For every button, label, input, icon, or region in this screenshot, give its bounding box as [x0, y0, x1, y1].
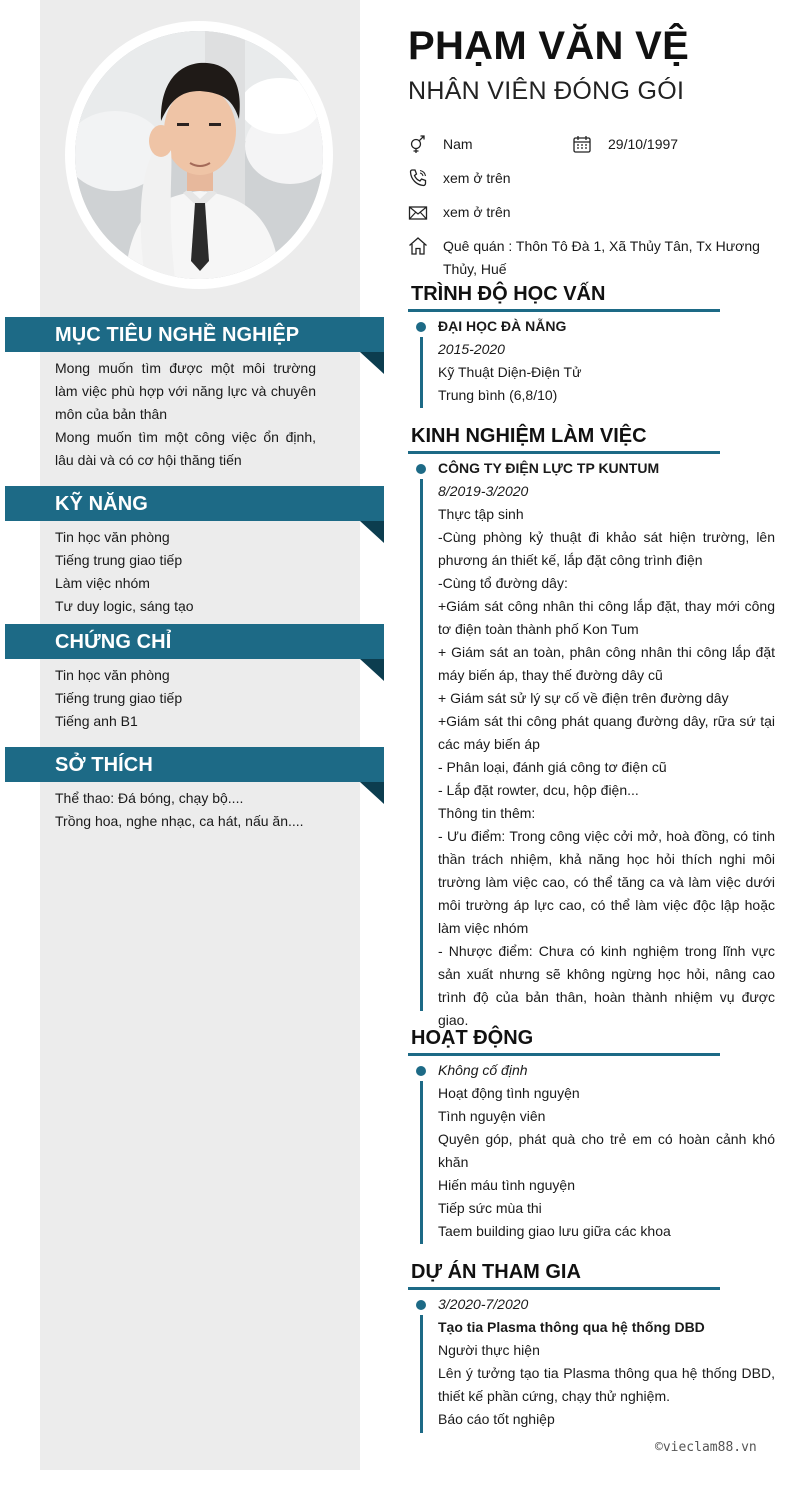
birthday-value: 29/10/1997 — [608, 136, 679, 152]
activities-period: Không cố định — [438, 1062, 528, 1078]
phone-icon — [408, 168, 428, 188]
experience-detail: -Cùng phòng kỷ thuật đi khảo sát hiện trường, lên phương án thiết kế, lắp đặt công trình điện — [438, 529, 775, 568]
avatar-photo — [75, 31, 323, 279]
activities-rule — [408, 1053, 720, 1056]
education-period: 2015-2020 — [438, 341, 505, 357]
activity-item: Tiếp sức mùa thi — [438, 1200, 542, 1216]
skill-item: Tư duy logic, sáng tạo — [55, 598, 194, 614]
education-grade: Trung bình (6,8/10) — [438, 387, 558, 403]
site-credit: ©vieclam88.vn — [655, 1440, 757, 1455]
calendar-icon — [572, 134, 592, 154]
gender-icon — [408, 134, 428, 154]
candidate-position: NHÂN VIÊN ĐÓNG GÓI — [408, 77, 685, 105]
experience-detail: Thông tin thêm: — [438, 805, 536, 821]
skills-heading: KỸ NĂNG — [5, 486, 384, 521]
experience-company: CÔNG TY ĐIỆN LỰC TP KUNTUM — [438, 460, 660, 476]
hobbies-heading-fold — [360, 782, 384, 804]
activity-item: Hiến máu tình nguyện — [438, 1177, 575, 1193]
home-icon — [408, 236, 428, 256]
certificate-item: Tin học văn phòng — [55, 667, 170, 683]
activity-item: Taem building giao lưu giữa các khoa — [438, 1223, 671, 1239]
activities-entry — [438, 1059, 775, 1243]
candidate-name: PHẠM VĂN VỆ — [408, 24, 690, 68]
address-value: Quê quán : Thôn Tô Đà 1, Xã Thủy Tân, Tx Hương Thủy, Huế — [443, 238, 760, 277]
certificates-heading: CHỨNG CHỈ — [5, 624, 384, 659]
hobbies-list — [55, 787, 316, 833]
avatar-frame — [65, 21, 333, 289]
activities-timeline — [420, 1081, 423, 1244]
experience-bullet — [416, 464, 426, 474]
objective-heading-fold — [360, 352, 384, 374]
education-timeline — [420, 337, 423, 408]
project-period: 3/2020-7/2020 — [438, 1296, 529, 1312]
certificate-item: Tiếng anh B1 — [55, 713, 138, 729]
projects-heading: DỰ ÁN THAM GIA — [411, 1261, 581, 1283]
projects-bullet — [416, 1300, 426, 1310]
gender-value: Nam — [443, 136, 473, 152]
experience-detail: - Lắp đặt rowter, dcu, hộp điện... — [438, 782, 639, 798]
education-entry — [438, 315, 775, 407]
certificates-heading-fold — [360, 659, 384, 681]
certificate-item: Tiếng trung giao tiếp — [55, 690, 183, 706]
experience-detail: - Nhược điểm: Chưa có kinh nghiệm trong lĩnh vực sản xuất nhưng sẽ không ngừng học hỏi, nâng cao trình độ của bản thân, hoàn thành nhiệm vụ được giao. — [438, 943, 775, 1028]
mail-icon — [408, 203, 428, 223]
activity-item: Quyên góp, phát quà cho trẻ em có hoàn cảnh khó khăn — [438, 1131, 775, 1170]
experience-detail: + Giám sát sử lý sự cố về điện trên đường dây — [438, 690, 729, 706]
project-role: Người thực hiện — [438, 1342, 540, 1358]
education-heading: TRÌNH ĐỘ HỌC VẤN — [411, 283, 606, 305]
skill-item: Làm việc nhóm — [55, 575, 150, 591]
project-result: Báo cáo tốt nghiệp — [438, 1411, 555, 1427]
projects-rule — [408, 1287, 720, 1290]
skills-list — [55, 526, 316, 618]
activity-item: Hoạt động tình nguyện — [438, 1085, 580, 1101]
objective-line: Mong muốn tìm được một môi trường làm việc phù hợp với năng lực và chuyên môn của bản thân — [55, 360, 316, 422]
activities-heading: HOẠT ĐỘNG — [411, 1027, 534, 1049]
experience-detail: +Giám sát thi công phát quang đường dây, rữa sứ tại các máy biến áp — [438, 713, 775, 752]
skill-item: Tiếng trung giao tiếp — [55, 552, 183, 568]
education-school: ĐẠI HỌC ĐÀ NẴNG — [438, 318, 567, 334]
experience-detail: - Phân loại, đánh giá công tơ điện cũ — [438, 759, 667, 775]
experience-rule — [408, 451, 720, 454]
projects-timeline — [420, 1315, 423, 1433]
hobby-item: Thể thao: Đá bóng, chạy bộ.... — [55, 790, 244, 806]
objective-line: Mong muốn tìm một công việc ổn định, lâu dài và có cơ hội thăng tiến — [55, 429, 316, 468]
certificates-list — [55, 664, 316, 733]
experience-detail: -Cùng tổ đường dây: — [438, 575, 568, 591]
hobbies-heading: SỞ THÍCH — [5, 747, 384, 782]
experience-detail: + Giám sát an toàn, phân công nhân thi công lắp đặt máy biến áp, thay thế đường dây cũ — [438, 644, 775, 683]
email-value: xem ở trên — [443, 204, 511, 220]
activities-bullet — [416, 1066, 426, 1076]
experience-detail: - Ưu điểm: Trong công việc cởi mở, hoà đồng, có tinh thần trách nhiệm, khả năng học hỏi thích nghi môi trường làm việc cao, có thể tăng ca và làm việc dưới môi trường áp lực cao, có thể làm việc độc lập hoặc làm việc nhóm — [438, 828, 775, 936]
experience-detail: +Giám sát công nhân thi công lắp đặt, thay mới công tơ điện toàn thành phố Kon Tum — [438, 598, 775, 637]
education-rule — [408, 309, 720, 312]
project-description: Lên ý tưởng tạo tia Plasma thông qua hệ thống DBD, thiết kế phần cứng, chạy thử nghiệm. — [438, 1365, 775, 1404]
activity-item: Tình nguyện viên — [438, 1108, 546, 1124]
avatar — [75, 31, 323, 279]
project-name: Tạo tia Plasma thông qua hệ thống DBD — [438, 1319, 705, 1335]
education-major: Kỹ Thuật Diện-Điện Tử — [438, 364, 582, 380]
hobby-item: Trồng hoa, nghe nhạc, ca hát, nấu ăn.... — [55, 813, 304, 829]
objective-heading: MỤC TIÊU NGHỀ NGHIỆP — [5, 317, 384, 352]
projects-entry — [438, 1293, 775, 1431]
phone-value: xem ở trên — [443, 170, 511, 186]
experience-role: Thực tập sinh — [438, 506, 524, 522]
experience-heading: KINH NGHIỆM LÀM VIỆC — [411, 425, 647, 447]
skill-item: Tin học văn phòng — [55, 529, 170, 545]
skills-heading-fold — [360, 521, 384, 543]
experience-entry — [438, 457, 775, 1032]
experience-timeline — [420, 479, 423, 1011]
education-bullet — [416, 322, 426, 332]
experience-period: 8/2019-3/2020 — [438, 483, 529, 499]
objective-body — [55, 357, 316, 472]
